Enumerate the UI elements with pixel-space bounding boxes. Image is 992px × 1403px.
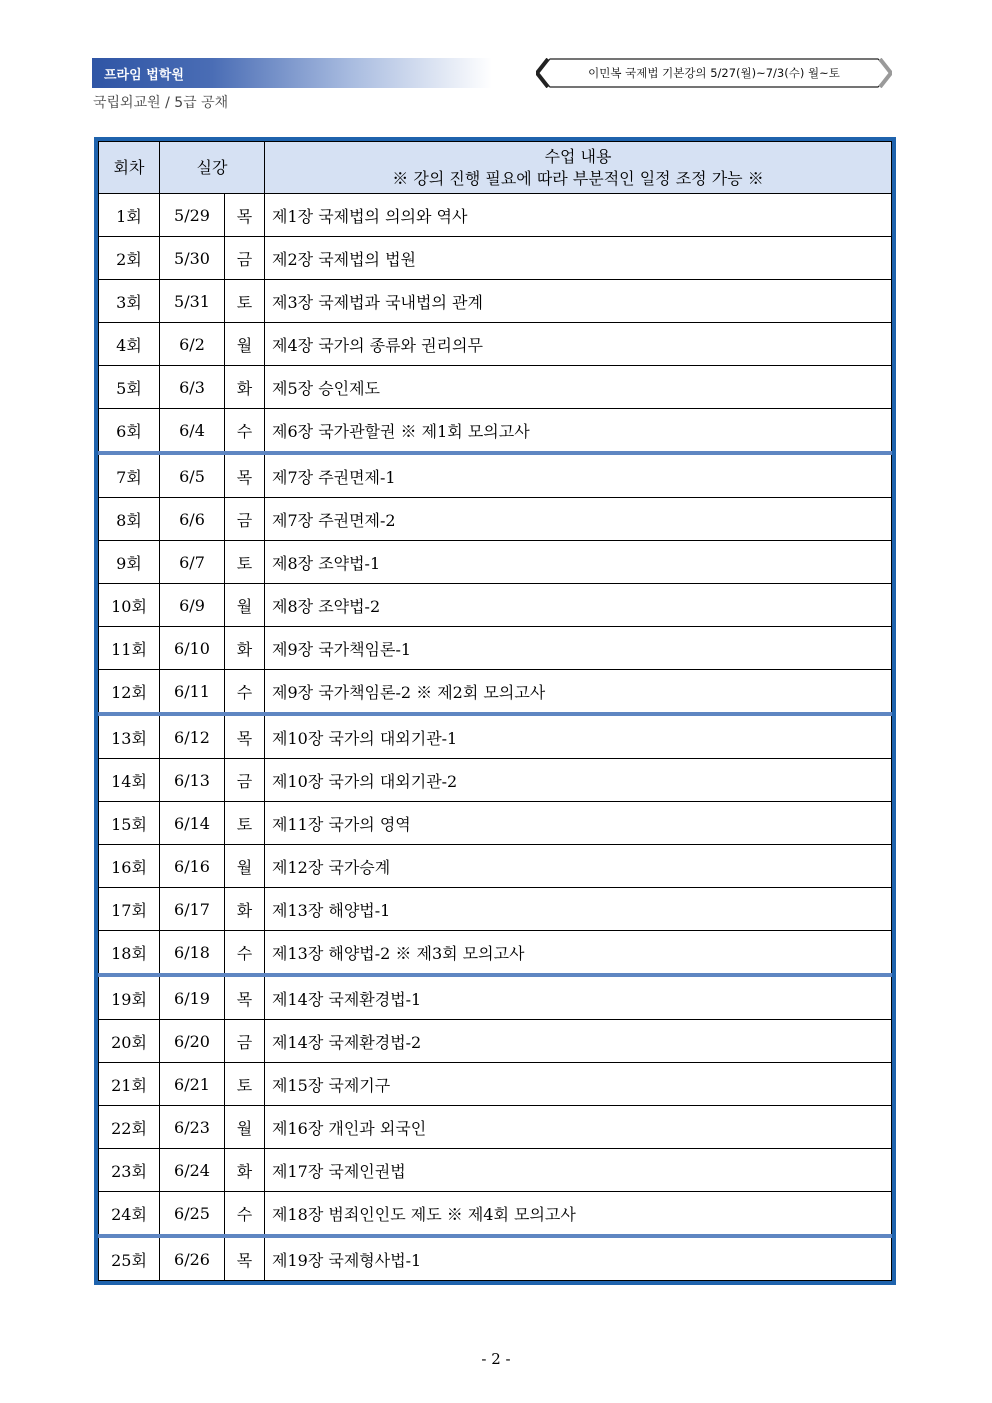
row-date: 5/31 (160, 280, 225, 323)
header-content-title: 수업 내용 (544, 146, 612, 166)
row-date: 6/19 (160, 975, 225, 1020)
row-date: 6/17 (160, 888, 225, 931)
row-day: 월 (225, 845, 265, 888)
row-round: 25회 (99, 1236, 160, 1281)
row-content: 제7장 주권면제-2 (265, 498, 892, 541)
row-content: 제14장 국제환경법-1 (265, 975, 892, 1020)
row-day: 월 (225, 323, 265, 366)
table-row (99, 802, 892, 845)
row-date: 6/16 (160, 845, 225, 888)
course-banner (536, 58, 892, 88)
row-date: 6/6 (160, 498, 225, 541)
course-title: 이민복 국제법 기본강의 5/27(월)~7/3(수) 월~토 (588, 66, 840, 80)
row-date: 6/25 (160, 1192, 225, 1237)
table-row (99, 1020, 892, 1063)
row-round: 9회 (99, 541, 160, 584)
row-content: 제17장 국제인권법 (265, 1149, 892, 1192)
row-content: 제3장 국제법과 국내법의 관계 (265, 280, 892, 323)
row-content: 제13장 해양법-2 ※ 제3회 모의고사 (265, 931, 892, 976)
row-day: 화 (225, 1149, 265, 1192)
row-day: 목 (225, 1236, 265, 1281)
row-content: 제5장 승인제도 (265, 366, 892, 409)
row-day: 금 (225, 498, 265, 541)
row-date: 6/7 (160, 541, 225, 584)
row-content: 제12장 국가승계 (265, 845, 892, 888)
row-day: 화 (225, 888, 265, 931)
academy-name: 프라임 법학원 (104, 68, 184, 83)
row-content: 제8장 조약법-1 (265, 541, 892, 584)
table-row (99, 409, 892, 454)
row-date: 6/23 (160, 1106, 225, 1149)
row-content: 제1장 국제법의 의의와 역사 (265, 194, 892, 237)
row-round: 19회 (99, 975, 160, 1020)
row-content: 제6장 국가관할권 ※ 제1회 모의고사 (265, 409, 892, 454)
academy-banner (92, 58, 492, 88)
row-content: 제15장 국제기구 (265, 1063, 892, 1106)
row-content: 제8장 조약법-2 (265, 584, 892, 627)
row-day: 금 (225, 237, 265, 280)
row-day: 목 (225, 975, 265, 1020)
row-round: 24회 (99, 1192, 160, 1237)
row-day: 토 (225, 802, 265, 845)
table-row (99, 498, 892, 541)
row-content: 제7장 주권면제-1 (265, 453, 892, 498)
table-row (99, 237, 892, 280)
table-row (99, 1192, 892, 1237)
row-content: 제9장 국가책임론-1 (265, 627, 892, 670)
row-day: 수 (225, 670, 265, 715)
row-round: 20회 (99, 1020, 160, 1063)
row-content: 제11장 국가의 영역 (265, 802, 892, 845)
row-round: 7회 (99, 453, 160, 498)
row-date: 6/11 (160, 670, 225, 715)
table-row (99, 670, 892, 715)
row-day: 금 (225, 1020, 265, 1063)
row-date: 6/3 (160, 366, 225, 409)
header-content-note: ※ 강의 진행 필요에 따라 부분적인 일정 조정 가능 ※ (392, 168, 764, 188)
row-day: 토 (225, 541, 265, 584)
table-row (99, 584, 892, 627)
row-date: 5/29 (160, 194, 225, 237)
table-row (99, 453, 892, 498)
row-date: 6/9 (160, 584, 225, 627)
table-row (99, 845, 892, 888)
row-round: 10회 (99, 584, 160, 627)
table-row (99, 366, 892, 409)
row-round: 8회 (99, 498, 160, 541)
row-round: 14회 (99, 759, 160, 802)
row-content: 제9장 국가책임론-2 ※ 제2회 모의고사 (265, 670, 892, 715)
table-row (99, 1106, 892, 1149)
row-round: 23회 (99, 1149, 160, 1192)
row-content: 제16장 개인과 외국인 (265, 1106, 892, 1149)
row-day: 수 (225, 1192, 265, 1237)
row-content: 제4장 국가의 종류와 권리의무 (265, 323, 892, 366)
row-date: 6/26 (160, 1236, 225, 1281)
row-day: 금 (225, 759, 265, 802)
row-round: 15회 (99, 802, 160, 845)
row-round: 22회 (99, 1106, 160, 1149)
row-content: 제10장 국가의 대외기관-1 (265, 714, 892, 759)
row-date: 6/24 (160, 1149, 225, 1192)
row-content: 제19장 국제형사법-1 (265, 1236, 892, 1281)
schedule-table (94, 137, 896, 1285)
row-round: 21회 (99, 1063, 160, 1106)
row-day: 수 (225, 931, 265, 976)
row-day: 화 (225, 366, 265, 409)
row-date: 6/4 (160, 409, 225, 454)
table-row (99, 1063, 892, 1106)
table-row (99, 1149, 892, 1192)
row-day: 목 (225, 714, 265, 759)
row-round: 18회 (99, 931, 160, 976)
row-round: 11회 (99, 627, 160, 670)
header-actual: 실강 (160, 142, 265, 194)
row-day: 화 (225, 627, 265, 670)
row-round: 13회 (99, 714, 160, 759)
row-day: 수 (225, 409, 265, 454)
row-round: 12회 (99, 670, 160, 715)
row-round: 16회 (99, 845, 160, 888)
table-row (99, 280, 892, 323)
table-row (99, 975, 892, 1020)
row-round: 5회 (99, 366, 160, 409)
row-date: 5/30 (160, 237, 225, 280)
row-date: 6/21 (160, 1063, 225, 1106)
table-header-row (99, 142, 892, 194)
row-date: 6/12 (160, 714, 225, 759)
row-round: 3회 (99, 280, 160, 323)
table-row (99, 194, 892, 237)
table-row (99, 1236, 892, 1281)
row-content: 제18장 범죄인인도 제도 ※ 제4회 모의고사 (265, 1192, 892, 1237)
row-round: 2회 (99, 237, 160, 280)
table-row (99, 714, 892, 759)
table-row (99, 759, 892, 802)
header-round: 회차 (99, 142, 160, 194)
exam-subtitle: 국립외교원 / 5급 공채 (93, 95, 229, 111)
table-row (99, 627, 892, 670)
row-day: 토 (225, 1063, 265, 1106)
row-date: 6/13 (160, 759, 225, 802)
row-content: 제2장 국제법의 법원 (265, 237, 892, 280)
row-day: 토 (225, 280, 265, 323)
page-number: - 2 - (481, 1350, 511, 1368)
row-round: 6회 (99, 409, 160, 454)
row-date: 6/20 (160, 1020, 225, 1063)
row-date: 6/18 (160, 931, 225, 976)
table-row (99, 888, 892, 931)
row-day: 목 (225, 194, 265, 237)
row-round: 4회 (99, 323, 160, 366)
header-content (265, 142, 892, 194)
row-day: 월 (225, 584, 265, 627)
row-content: 제13장 해양법-1 (265, 888, 892, 931)
row-round: 1회 (99, 194, 160, 237)
row-date: 6/2 (160, 323, 225, 366)
row-date: 6/5 (160, 453, 225, 498)
table-row (99, 323, 892, 366)
row-date: 6/10 (160, 627, 225, 670)
table-row (99, 931, 892, 976)
table-row (99, 541, 892, 584)
row-date: 6/14 (160, 802, 225, 845)
row-content: 제14장 국제환경법-2 (265, 1020, 892, 1063)
row-day: 목 (225, 453, 265, 498)
row-content: 제10장 국가의 대외기관-2 (265, 759, 892, 802)
row-round: 17회 (99, 888, 160, 931)
row-day: 월 (225, 1106, 265, 1149)
